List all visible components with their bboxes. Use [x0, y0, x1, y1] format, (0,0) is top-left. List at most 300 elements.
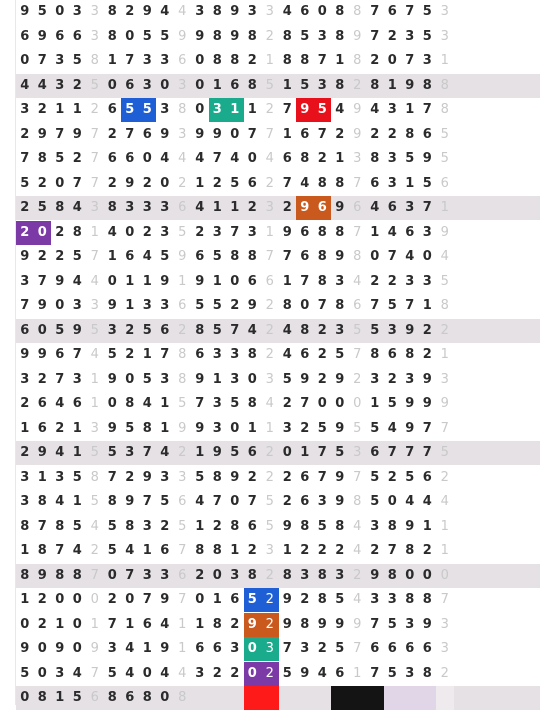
grid-cell[interactable]: 3 [212, 224, 222, 240]
grid-cell[interactable]: 1 [142, 273, 152, 289]
grid-cell[interactable]: 5 [265, 77, 274, 93]
grid-cell[interactable]: 9 [317, 616, 327, 632]
grid-cell[interactable]: 8 [20, 567, 30, 583]
grid-cell[interactable]: 8 [212, 53, 222, 68]
grid-cell[interactable]: 6 [142, 126, 152, 142]
grid-cell[interactable]: 2 [55, 224, 65, 240]
grid-cell[interactable]: 2 [20, 200, 30, 215]
grid-cell[interactable]: 1 [160, 396, 170, 411]
grid-cell[interactable]: 3 [160, 200, 170, 215]
grid-cell[interactable]: 0 [125, 224, 135, 240]
grid-cell[interactable]: 2 [387, 273, 397, 289]
grid-cell[interactable]: 8 [142, 690, 152, 705]
grid-cell[interactable]: 9 [160, 592, 170, 607]
grid-cell[interactable]: 3 [247, 4, 257, 19]
grid-cell[interactable]: 6 [247, 175, 257, 191]
grid-cell[interactable]: 9 [230, 28, 240, 44]
grid-cell[interactable]: 0 [300, 298, 310, 313]
grid-cell[interactable]: 9 [72, 126, 82, 142]
grid-cell[interactable]: 1 [422, 298, 432, 313]
grid-cell[interactable]: 8 [405, 543, 415, 558]
grid-cell[interactable]: 0 [317, 396, 327, 411]
grid-cell[interactable]: 9 [195, 420, 205, 436]
grid-cell[interactable]: 4 [195, 151, 205, 166]
grid-cell[interactable]: 3 [20, 273, 30, 289]
grid-cell[interactable]: 6 [125, 249, 135, 264]
grid-cell[interactable]: 0 [37, 665, 47, 681]
grid-cell[interactable]: 3 [72, 371, 82, 387]
grid-cell[interactable]: 8 [353, 249, 362, 264]
grid-cell[interactable]: 6 [107, 102, 117, 117]
grid-cell[interactable]: 7 [353, 347, 362, 362]
grid-cell[interactable]: 3 [335, 567, 345, 583]
grid-cell[interactable]: 7 [90, 175, 99, 191]
grid-cell[interactable]: 1 [212, 77, 222, 93]
grid-cell[interactable]: 9 [195, 126, 205, 142]
grid-cell[interactable]: 9 [55, 273, 65, 289]
grid-cell[interactable]: 5 [121, 98, 139, 122]
grid-cell[interactable]: 8 [335, 4, 345, 19]
grid-cell[interactable]: 3 [160, 298, 170, 313]
grid-cell[interactable]: 7 [317, 469, 327, 485]
grid-cell[interactable]: 7 [440, 592, 449, 607]
grid-cell[interactable]: 9 [296, 98, 314, 122]
grid-cell[interactable]: 7 [90, 567, 99, 583]
grid-cell[interactable]: 1 [55, 690, 65, 705]
grid-cell[interactable]: 2 [440, 322, 449, 338]
grid-cell[interactable]: 0 [160, 77, 170, 93]
grid-cell[interactable]: 6 [72, 28, 82, 44]
grid-cell[interactable]: 4 [282, 4, 292, 19]
grid-cell[interactable]: 8 [282, 567, 292, 583]
grid-cell[interactable]: 3 [370, 371, 380, 387]
grid-cell[interactable]: 2 [265, 28, 274, 44]
grid-cell[interactable]: 3 [20, 102, 30, 117]
grid-cell[interactable]: 2 [16, 221, 34, 245]
grid-cell[interactable]: 3 [317, 28, 327, 44]
grid-cell[interactable]: 3 [107, 641, 117, 656]
grid-cell[interactable]: 1 [370, 396, 380, 411]
grid-cell[interactable]: 5 [335, 445, 345, 460]
grid-cell[interactable]: 6 [107, 151, 117, 166]
grid-cell[interactable]: 4 [72, 200, 82, 215]
grid-cell[interactable]: 3 [335, 273, 345, 289]
grid-cell[interactable]: 1 [265, 224, 274, 240]
grid-cell[interactable]: 8 [90, 53, 99, 68]
grid-cell[interactable]: 3 [387, 102, 397, 117]
grid-cell[interactable]: 9 [405, 420, 415, 436]
grid-cell[interactable]: 1 [422, 518, 432, 534]
grid-cell[interactable]: 7 [142, 445, 152, 460]
grid-cell[interactable]: 6 [422, 469, 432, 485]
grid-cell[interactable]: 9 [178, 28, 187, 44]
grid-cell[interactable]: 9 [282, 518, 292, 534]
grid-cell[interactable]: 3 [90, 28, 99, 44]
grid-cell[interactable]: 9 [230, 4, 240, 19]
grid-cell[interactable]: 3 [20, 494, 30, 509]
grid-cell[interactable]: 2 [265, 469, 274, 485]
grid-cell[interactable]: 2 [353, 567, 362, 583]
grid-cell[interactable]: 6 [300, 126, 310, 142]
grid-cell[interactable]: 2 [422, 543, 432, 558]
grid-cell[interactable]: 6 [247, 445, 257, 460]
grid-cell[interactable]: 2 [317, 322, 327, 338]
grid-cell[interactable]: 9 [440, 224, 449, 240]
grid-cell[interactable]: 6 [72, 396, 82, 411]
grid-cell[interactable]: 1 [335, 151, 345, 166]
grid-cell[interactable]: 6 [405, 224, 415, 240]
grid-cell[interactable]: 3 [230, 567, 240, 583]
grid-cell[interactable]: 2 [72, 77, 82, 93]
grid-cell[interactable]: 4 [265, 396, 274, 411]
grid-cell[interactable]: 8 [212, 469, 222, 485]
grid-cell[interactable]: 0 [107, 273, 117, 289]
grid-cell[interactable]: 9 [247, 298, 257, 313]
grid-cell[interactable]: 3 [230, 641, 240, 656]
grid-cell[interactable]: 8 [405, 592, 415, 607]
grid-cell[interactable]: 3 [261, 637, 279, 661]
grid-cell[interactable]: 7 [230, 322, 240, 338]
grid-cell[interactable]: 1 [107, 53, 117, 68]
grid-cell[interactable]: 8 [37, 543, 47, 558]
grid-cell[interactable]: 2 [300, 543, 310, 558]
grid-cell[interactable]: 1 [440, 53, 449, 68]
grid-cell[interactable]: 5 [370, 494, 380, 509]
grid-cell[interactable]: 8 [335, 28, 345, 44]
grid-cell[interactable]: 6 [160, 322, 170, 338]
grid-cell[interactable]: 7 [422, 445, 432, 460]
grid-cell[interactable]: 8 [440, 298, 449, 313]
grid-cell[interactable]: 5 [37, 200, 47, 215]
grid-cell[interactable]: 7 [422, 102, 432, 117]
grid-cell[interactable]: 7 [37, 518, 47, 534]
grid-cell[interactable]: 8 [405, 347, 415, 362]
grid-cell[interactable]: 5 [300, 28, 310, 44]
grid-cell[interactable]: 2 [195, 567, 205, 583]
grid-cell[interactable]: 2 [317, 151, 327, 166]
grid-cell[interactable]: 6 [230, 592, 240, 607]
grid-cell[interactable]: 5 [72, 469, 82, 485]
grid-cell[interactable]: 8 [247, 77, 257, 93]
grid-cell[interactable]: 1 [440, 543, 449, 558]
empty-cell[interactable] [384, 686, 402, 710]
grid-cell[interactable]: 5 [142, 28, 152, 44]
grid-cell[interactable]: 7 [178, 543, 187, 558]
grid-cell[interactable]: 1 [282, 543, 292, 558]
grid-cell[interactable]: 3 [265, 4, 274, 19]
grid-cell[interactable]: 8 [370, 77, 380, 93]
grid-cell[interactable]: 4 [195, 494, 205, 509]
grid-cell[interactable]: 8 [353, 53, 362, 68]
grid-cell[interactable]: 1 [265, 420, 274, 436]
grid-cell[interactable]: 7 [55, 371, 65, 387]
grid-cell[interactable]: 3 [405, 200, 415, 215]
grid-cell[interactable]: 5 [107, 665, 117, 681]
grid-cell[interactable]: 0 [230, 126, 240, 142]
grid-cell[interactable]: 3 [387, 322, 397, 338]
grid-cell[interactable]: 2 [37, 616, 47, 632]
grid-cell[interactable]: 0 [244, 662, 262, 686]
grid-cell[interactable]: 0 [387, 53, 397, 68]
grid-cell[interactable]: 7 [90, 151, 99, 166]
grid-cell[interactable]: 2 [55, 420, 65, 436]
grid-cell[interactable]: 1 [178, 273, 187, 289]
grid-cell[interactable]: 4 [422, 494, 432, 509]
grid-cell[interactable]: 5 [300, 77, 310, 93]
grid-cell[interactable]: 0 [20, 690, 30, 705]
grid-cell[interactable]: 3 [230, 371, 240, 387]
grid-cell[interactable]: 0 [195, 77, 205, 93]
grid-cell[interactable]: 3 [142, 200, 152, 215]
grid-cell[interactable]: 9 [160, 126, 170, 142]
grid-cell[interactable]: 7 [20, 151, 30, 166]
grid-cell[interactable]: 7 [353, 175, 362, 191]
grid-cell[interactable]: 2 [317, 347, 327, 362]
empty-cell[interactable] [331, 686, 349, 710]
grid-cell[interactable]: 1 [226, 98, 244, 122]
grid-cell[interactable]: 8 [37, 494, 47, 509]
grid-cell[interactable]: 7 [125, 567, 135, 583]
grid-cell[interactable]: 4 [90, 518, 99, 534]
grid-cell[interactable]: 7 [107, 616, 117, 632]
grid-cell[interactable]: 8 [90, 469, 99, 485]
grid-cell[interactable]: 8 [405, 126, 415, 142]
grid-cell[interactable]: 3 [212, 420, 222, 436]
grid-cell[interactable]: 2 [317, 641, 327, 656]
grid-cell[interactable]: 8 [178, 690, 187, 705]
grid-cell[interactable]: 3 [440, 641, 449, 656]
grid-cell[interactable]: 1 [90, 396, 99, 411]
grid-cell[interactable]: 5 [178, 396, 187, 411]
grid-cell[interactable]: 5 [160, 494, 170, 509]
grid-cell[interactable]: 1 [405, 102, 415, 117]
grid-cell[interactable]: 4 [160, 4, 170, 19]
grid-cell[interactable]: 0 [195, 592, 205, 607]
grid-cell[interactable]: 8 [370, 151, 380, 166]
grid-cell[interactable]: 0 [353, 396, 362, 411]
grid-cell[interactable]: 2 [265, 567, 274, 583]
grid-cell[interactable]: 4 [440, 494, 449, 509]
grid-cell[interactable]: 9 [37, 347, 47, 362]
grid-cell[interactable]: 9 [195, 273, 205, 289]
grid-cell[interactable]: 2 [261, 613, 279, 637]
grid-cell[interactable]: 6 [353, 298, 362, 313]
grid-cell[interactable]: 0 [125, 371, 135, 387]
grid-cell[interactable]: 9 [405, 322, 415, 338]
grid-cell[interactable]: 1 [335, 53, 345, 68]
grid-cell[interactable]: 0 [34, 221, 52, 245]
grid-cell[interactable]: 8 [300, 518, 310, 534]
grid-cell[interactable]: 4 [370, 200, 380, 215]
grid-cell[interactable]: 1 [90, 371, 99, 387]
grid-cell[interactable]: 5 [142, 322, 152, 338]
grid-cell[interactable]: 5 [335, 592, 345, 607]
grid-cell[interactable]: 1 [212, 371, 222, 387]
grid-cell[interactable]: 2 [37, 371, 47, 387]
grid-cell[interactable]: 6 [178, 298, 187, 313]
grid-cell[interactable]: 4 [72, 543, 82, 558]
grid-cell[interactable]: 5 [353, 420, 362, 436]
grid-cell[interactable]: 0 [72, 641, 82, 656]
grid-cell[interactable]: 8 [230, 518, 240, 534]
grid-cell[interactable]: 2 [90, 543, 99, 558]
grid-cell[interactable]: 5 [230, 175, 240, 191]
grid-cell[interactable]: 1 [37, 469, 47, 485]
grid-cell[interactable]: 7 [405, 4, 415, 19]
grid-cell[interactable]: 2 [282, 469, 292, 485]
grid-cell[interactable]: 5 [387, 665, 397, 681]
grid-cell[interactable]: 2 [440, 469, 449, 485]
grid-cell[interactable]: 3 [282, 420, 292, 436]
grid-cell[interactable]: 8 [422, 592, 432, 607]
grid-cell[interactable]: 0 [37, 641, 47, 656]
grid-cell[interactable]: 5 [195, 298, 205, 313]
grid-cell[interactable]: 5 [265, 518, 274, 534]
grid-cell[interactable]: 0 [107, 77, 117, 93]
grid-cell[interactable]: 0 [247, 371, 257, 387]
grid-cell[interactable]: 2 [37, 592, 47, 607]
grid-cell[interactable]: 6 [314, 196, 332, 220]
grid-cell[interactable]: 9 [335, 494, 345, 509]
grid-cell[interactable]: 2 [335, 543, 345, 558]
grid-cell[interactable]: 3 [387, 151, 397, 166]
grid-cell[interactable]: 2 [107, 592, 117, 607]
grid-cell[interactable]: 2 [20, 126, 30, 142]
grid-cell[interactable]: 3 [20, 469, 30, 485]
grid-cell[interactable]: 5 [212, 322, 222, 338]
grid-cell[interactable]: 1 [125, 298, 135, 313]
grid-cell[interactable]: 2 [370, 126, 380, 142]
grid-cell[interactable]: 9 [335, 249, 345, 264]
empty-cell[interactable] [226, 686, 244, 710]
grid-cell[interactable]: 7 [353, 469, 362, 485]
grid-cell[interactable]: 8 [247, 28, 257, 44]
grid-cell[interactable]: 8 [20, 518, 30, 534]
grid-cell[interactable]: 6 [370, 445, 380, 460]
grid-cell[interactable]: 9 [20, 641, 30, 656]
grid-cell[interactable]: 3 [317, 494, 327, 509]
grid-cell[interactable]: 9 [37, 298, 47, 313]
grid-cell[interactable]: 4 [178, 665, 187, 681]
grid-cell[interactable]: 7 [72, 175, 82, 191]
grid-cell[interactable]: 5 [20, 665, 30, 681]
grid-cell[interactable]: 0 [125, 28, 135, 44]
grid-cell[interactable]: 7 [125, 126, 135, 142]
grid-cell[interactable]: 7 [125, 53, 135, 68]
grid-cell[interactable]: 2 [353, 77, 362, 93]
grid-cell[interactable]: 6 [247, 273, 257, 289]
grid-cell[interactable]: 4 [353, 518, 362, 534]
grid-cell[interactable]: 8 [282, 298, 292, 313]
grid-cell[interactable]: 0 [55, 175, 65, 191]
grid-cell[interactable]: 2 [335, 126, 345, 142]
grid-cell[interactable]: 1 [72, 102, 82, 117]
grid-cell[interactable]: 8 [37, 690, 47, 705]
grid-cell[interactable]: 8 [317, 567, 327, 583]
grid-cell[interactable]: 1 [195, 445, 205, 460]
grid-cell[interactable]: 9 [335, 469, 345, 485]
grid-cell[interactable]: 2 [265, 298, 274, 313]
grid-cell[interactable]: 9 [160, 641, 170, 656]
grid-cell[interactable]: 1 [265, 53, 274, 68]
grid-cell[interactable]: 7 [265, 249, 274, 264]
grid-cell[interactable]: 9 [55, 641, 65, 656]
grid-cell[interactable]: 5 [282, 371, 292, 387]
grid-cell[interactable]: 7 [247, 494, 257, 509]
grid-cell[interactable]: 9 [178, 420, 187, 436]
grid-cell[interactable]: 6 [142, 616, 152, 632]
grid-cell[interactable]: 9 [405, 396, 415, 411]
grid-cell[interactable]: 9 [405, 77, 415, 93]
grid-cell[interactable]: 1 [370, 224, 380, 240]
grid-cell[interactable]: 2 [107, 175, 117, 191]
grid-cell[interactable]: 4 [353, 543, 362, 558]
grid-cell[interactable]: 6 [387, 347, 397, 362]
grid-cell[interactable]: 9 [90, 641, 99, 656]
grid-cell[interactable]: 6 [20, 28, 30, 44]
grid-cell[interactable]: 6 [387, 4, 397, 19]
grid-cell[interactable]: 1 [90, 224, 99, 240]
grid-cell[interactable]: 5 [178, 224, 187, 240]
grid-cell[interactable]: 4 [142, 396, 152, 411]
grid-cell[interactable]: 3 [142, 298, 152, 313]
grid-cell[interactable]: 2 [265, 445, 274, 460]
grid-cell[interactable]: 3 [72, 4, 82, 19]
grid-cell[interactable]: 2 [212, 518, 222, 534]
grid-cell[interactable]: 8 [55, 518, 65, 534]
grid-cell[interactable]: 4 [160, 616, 170, 632]
grid-cell[interactable]: 8 [370, 347, 380, 362]
grid-cell[interactable]: 3 [160, 102, 170, 117]
grid-cell[interactable]: 5 [440, 126, 449, 142]
grid-cell[interactable]: 7 [370, 4, 380, 19]
grid-cell[interactable]: 9 [20, 347, 30, 362]
grid-cell[interactable]: 8 [300, 616, 310, 632]
grid-cell[interactable]: 2 [37, 102, 47, 117]
grid-cell[interactable]: 3 [142, 53, 152, 68]
grid-cell[interactable]: 6 [178, 567, 187, 583]
grid-cell[interactable]: 0 [160, 175, 170, 191]
grid-cell[interactable]: 5 [317, 518, 327, 534]
grid-cell[interactable]: 6 [247, 518, 257, 534]
grid-cell[interactable]: 5 [90, 322, 99, 338]
grid-cell[interactable]: 0 [212, 567, 222, 583]
grid-cell[interactable]: 9 [107, 371, 117, 387]
grid-cell[interactable]: 2 [317, 543, 327, 558]
grid-cell[interactable]: 3 [125, 200, 135, 215]
grid-cell[interactable]: 8 [300, 53, 310, 68]
grid-cell[interactable]: 1 [142, 641, 152, 656]
grid-cell[interactable]: 2 [178, 175, 187, 191]
grid-cell[interactable]: 5 [353, 322, 362, 338]
grid-cell[interactable]: 7 [37, 273, 47, 289]
grid-cell[interactable]: 5 [317, 420, 327, 436]
grid-cell[interactable]: 1 [212, 273, 222, 289]
grid-cell[interactable]: 7 [317, 126, 327, 142]
grid-cell[interactable]: 0 [55, 4, 65, 19]
grid-cell[interactable]: 4 [230, 151, 240, 166]
grid-cell[interactable]: 3 [55, 469, 65, 485]
grid-cell[interactable]: 4 [387, 420, 397, 436]
grid-cell[interactable]: 0 [72, 616, 82, 632]
grid-cell[interactable]: 7 [370, 298, 380, 313]
grid-cell[interactable]: 4 [178, 151, 187, 166]
grid-cell[interactable]: 9 [422, 151, 432, 166]
grid-cell[interactable]: 2 [265, 347, 274, 362]
grid-cell[interactable]: 1 [247, 420, 257, 436]
grid-cell[interactable]: 9 [405, 518, 415, 534]
grid-cell[interactable]: 1 [125, 273, 135, 289]
